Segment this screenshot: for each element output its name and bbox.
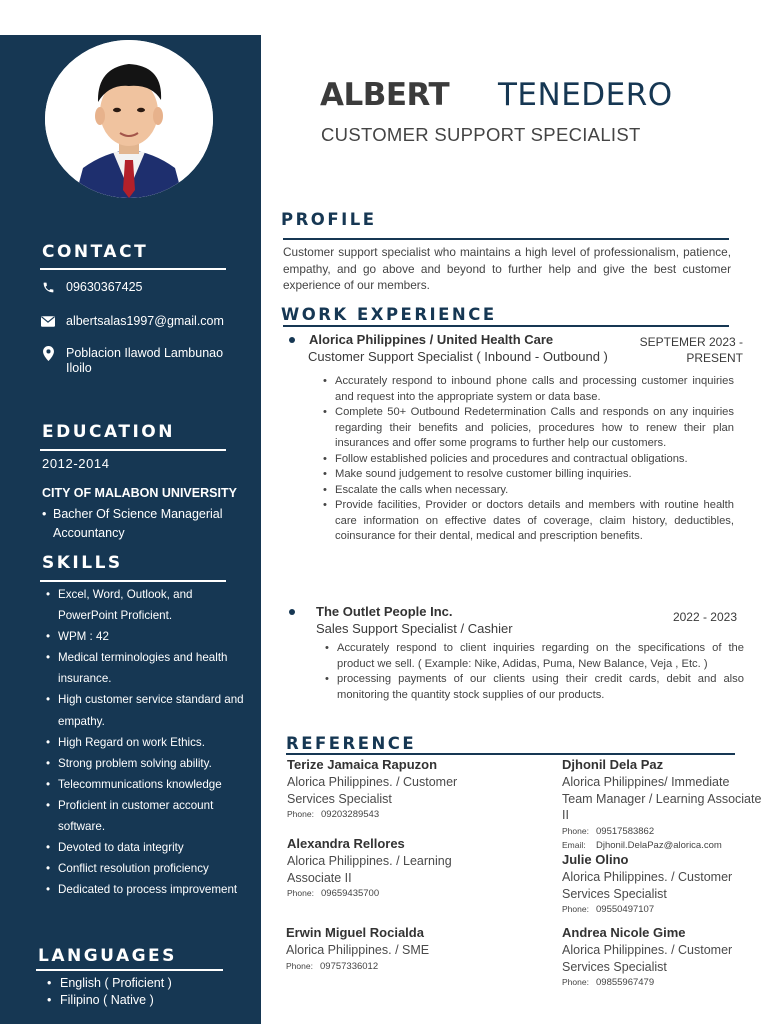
skill-item: • WPM : 42: [58, 626, 248, 647]
job-duty: • Accurately respond to client inquiries regarding on the specifications of the product we sell. ( Example: Nike, Adidas, Puma, New Balance, Veja , Etc. ): [337, 641, 744, 672]
reference-org: Alorica Philippines. / Customer Services Specialist: [562, 943, 733, 974]
reference-org: Alorica Philippines. / SME: [286, 943, 430, 957]
reference-org: Alorica Philippines. / Customer Services Specialist: [562, 870, 733, 901]
job-company: Alorica Philippines / United Health Care: [309, 332, 554, 347]
job-duty: • processing payments of our clients using their credit cards, debit and also monitoring the quantity stock supplies of our products.: [337, 672, 744, 703]
work-experience-heading: WORK EXPERIENCE: [281, 305, 497, 324]
job-duty: • Make sound judgement to resolve customer billing inquiries.: [335, 467, 734, 483]
reference-heading: REFERENCE: [286, 734, 417, 753]
reference-phone-number[interactable]: 09659435700: [321, 888, 380, 899]
language-item: • Filipino ( Native ): [60, 992, 172, 1009]
reference-phone: [562, 825, 762, 838]
job-bullet-icon: [289, 609, 295, 615]
reference-phone: [562, 976, 762, 989]
education-degree-list: [53, 505, 243, 543]
profile-photo-image: [45, 40, 213, 198]
reference-phone: [287, 887, 487, 900]
phone-label: Phone:: [286, 960, 313, 971]
contact-email-row: [40, 314, 236, 329]
last-name: TENEDERO: [498, 77, 673, 113]
phone-label: Phone:: [562, 904, 589, 914]
education-school: CITY OF MALABON UNIVERSITY: [42, 486, 237, 500]
skill-item: • Conflict resolution proficiency: [58, 858, 248, 879]
reference-card: [562, 924, 762, 989]
job-duty: • Provide facilities, Provider or doctors details and members with routine health care information on effective dates of coverage, claim history, deductibles, coinsurance for their dental, medical and prescription benefits.: [335, 498, 734, 545]
phone-label: Phone:: [562, 825, 589, 836]
reference-email: [562, 839, 762, 852]
profile-divider: [283, 238, 729, 240]
job-company: The Outlet People Inc.: [316, 604, 453, 619]
reference-card: [287, 835, 487, 900]
reference-email-address[interactable]: Djhonil.DelaPaz@alorica.com: [596, 839, 722, 851]
skills-divider: [40, 580, 226, 582]
phone-label: Phone:: [287, 809, 314, 819]
contact-address-row: [40, 346, 236, 376]
profile-photo: [45, 40, 213, 198]
contact-divider: [40, 268, 226, 270]
job-bullet-icon: [289, 337, 295, 343]
job-duties-list: [335, 374, 734, 545]
education-heading: EDUCATION: [42, 422, 175, 442]
languages-list: [60, 975, 172, 1009]
first-name: ALBERT: [320, 77, 450, 113]
reference-divider: [286, 753, 735, 755]
job-duty: • Follow established policies and procedures and contractual obligations.: [335, 452, 734, 468]
reference-card: [562, 756, 762, 852]
reference-phone: [562, 903, 762, 916]
languages-divider: [36, 969, 223, 971]
skills-list: [58, 584, 248, 900]
reference-phone: [286, 960, 486, 973]
reference-name: Terize Jamaica Rapuzon: [287, 757, 438, 772]
reference-org: Alorica Philippines. / Learning Associate II: [287, 854, 452, 885]
mail-icon: [40, 314, 56, 329]
skill-item: • Telecommunications knowledge: [58, 774, 248, 795]
job-role: Customer Support Specialist ( Inbound - Outbound ): [308, 349, 608, 364]
job-dates-start: SEPTEMER 2023 -: [639, 335, 743, 349]
skill-item: • Medical terminologies and health insurance.: [58, 647, 248, 689]
location-pin-icon: [40, 346, 56, 361]
reference-phone: [287, 808, 487, 821]
sidebar: [0, 35, 261, 1024]
languages-heading: LANGUAGES: [38, 946, 177, 966]
skill-item: • Excel, Word, Outlook, and PowerPoint Proficient.: [58, 584, 248, 626]
reference-org: Alorica Philippines/ Immediate Team Manager / Learning Associate II: [562, 775, 762, 822]
contact-address: Poblacion Ilawod Lambunao Iloilo: [66, 346, 224, 375]
job-title: CUSTOMER SUPPORT SPECIALIST: [321, 124, 641, 145]
reference-org: Alorica Philippines. / Customer Services Specialist: [287, 775, 458, 806]
profile-text: Customer support specialist who maintains a high level of professionalism, patience, empathy, and go above and beyond to further help and give the best customer experience of our members.: [283, 245, 731, 293]
job-role: Sales Support Specialist / Cashier: [316, 621, 513, 636]
job-dates-end: PRESENT: [686, 351, 743, 365]
skill-item: • High customer service standard and empathy.: [58, 689, 248, 731]
contact-heading: CONTACT: [42, 242, 149, 262]
contact-phone[interactable]: 09630367425: [66, 280, 143, 294]
reference-phone-number[interactable]: 09855967479: [596, 977, 655, 988]
contact-phone-row: [40, 280, 236, 295]
reference-phone-number[interactable]: 09517583862: [596, 825, 655, 837]
reference-name: Erwin Miguel Rocialda: [286, 925, 424, 940]
skills-heading: SKILLS: [42, 553, 123, 573]
education-years: 2012-2014: [42, 456, 110, 471]
job-dates: 2022 - 2023: [672, 610, 737, 624]
reference-name: Andrea Nicole Gime: [562, 925, 686, 940]
reference-card: [286, 924, 486, 973]
phone-label: Phone:: [562, 977, 589, 987]
work-experience-divider: [283, 325, 729, 327]
job-dates: [600, 334, 743, 366]
skill-item: • Devoted to data integrity: [58, 837, 248, 858]
job-duty: • Complete 50+ Outbound Redetermination Calls and responds on any inquiries regarding their benefits and policies, procedures how to renew their plan insurances and offer some programs to further help our customers.: [335, 405, 734, 452]
reference-card: [287, 756, 487, 821]
phone-label: Phone:: [287, 888, 314, 898]
education-divider: [40, 449, 226, 451]
reference-name: Julie Olino: [562, 852, 629, 867]
education-degree: • Bacher Of Science Managerial Accountancy: [53, 505, 243, 543]
language-item: • English ( Proficient ): [60, 975, 172, 992]
skill-item: • High Regard on work Ethics.: [58, 732, 248, 753]
job-duty: • Escalate the calls when necessary.: [335, 483, 734, 499]
skill-item: • Proficient in customer account software.: [58, 795, 248, 837]
skill-item: • Strong problem solving ability.: [58, 753, 248, 774]
skill-item: • Dedicated to process improvement: [58, 879, 248, 900]
job-duty: • Accurately respond to inbound phone calls and processing customer inquiries and request into the appropriate system or data base.: [335, 374, 734, 405]
reference-phone-number[interactable]: 09203289543: [321, 809, 380, 820]
reference-phone-number[interactable]: 09550497107: [596, 904, 655, 915]
job-duties-list: [337, 641, 744, 703]
reference-card: [562, 851, 762, 916]
phone-icon: [40, 280, 56, 295]
email-label: Email:: [562, 839, 586, 850]
contact-email[interactable]: albertsalas1997@gmail.com: [66, 314, 224, 328]
reference-name: Djhonil Dela Paz: [562, 757, 664, 772]
reference-phone-number[interactable]: 09757336012: [320, 960, 379, 972]
reference-name: Alexandra Rellores: [287, 836, 405, 851]
profile-heading: PROFILE: [281, 210, 377, 229]
